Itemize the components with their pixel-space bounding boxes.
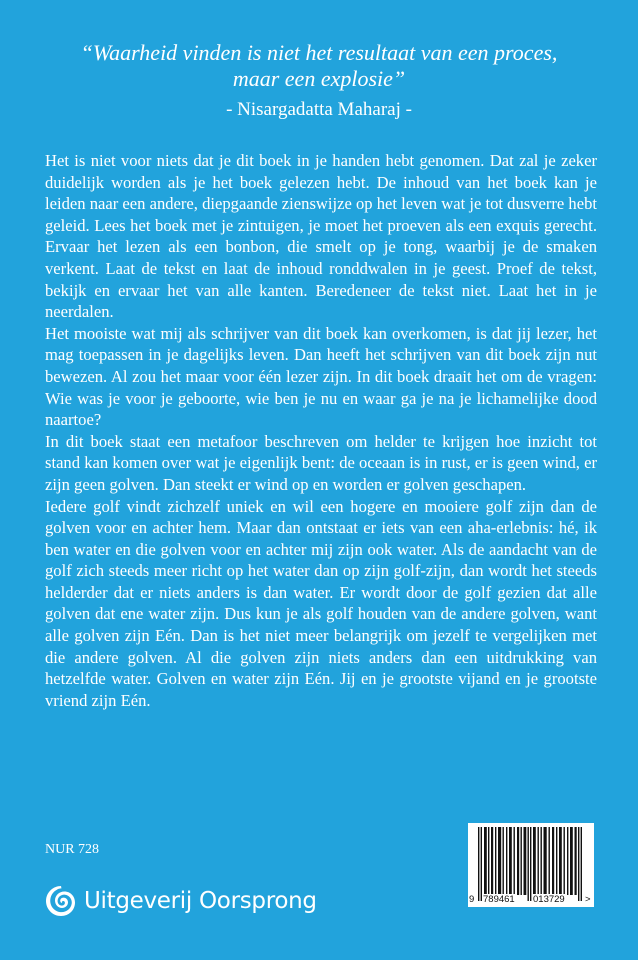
blurb-paragraph-2: Het mooiste wat mij als schrijver van dit boek kan overkomen, is dat jij lezer, het mag toepassen in je dagelijks leven. Dan heeft het schrijven van dit boek zijn nut bewezen. Al zou het maar voor één lezer zijn. In dit boek draait het om de vragen: Wie was je voor je geboorte, wie ben je nu en waar ga je na je lichamelijke dood naartoe? (45, 323, 597, 430)
nur-code: NUR 728 (45, 842, 100, 857)
isbn-quiet-zone-arrow: > (585, 894, 591, 905)
isbn-right-group: 013729 (533, 894, 565, 905)
quote-attribution: - Nisargadatta Maharaj - (226, 99, 412, 120)
quote-line-2: maar een explosie” (232, 66, 406, 91)
blurb-paragraph-1: Het is niet voor niets dat je dit boek in je handen hebt genomen. Dat zal je zeker duidelijk worden als je het boek gelezen hebt. De inhoud van het boek kan je leiden naar een andere, diepgaande zienswijze op het leven wat je tot dusverre hebt geleid. Lees het boek met je zintuigen, je moet het proeven als een exquis gerecht. Ervaar het lezen als een bonbon, die smelt op je tong, waarbij je de smaken verkent. Laat de tekst en laat de inhoud ronddwalen in je geest. Proef de tekst, bekijk en ervaar het van alle kanten. Beredeneer de tekst niet. Laat het in je neerdalen. (45, 151, 597, 322)
blurb-paragraph-4: Iedere golf vindt zichzelf uniek en wil een hogere en mooiere golf zijn dan de golven voor en achter hem. Maar dan ontstaat er iets van een aha-erlebnis: hé, ik ben water en die golven voor en achter mij zijn ook water. Als de aandacht van de golf zich steeds meer richt op het water dan op zijn golf-zijn, dan wordt het steeds helderder dat er niets anders is dan water. Er wordt door de golf gezien dat alle golven dat ene water zijn. Dus kun je als golf houden van de andere golven, want alle golven zijn Eén. Dan is het niet meer belangrijk om jezelf te vergelijken met die andere golven. Al die golven zijn niets anders dan een uitdrukking van hetzelfde water. Golven en water zijn Eén. Jij en je grootste vijand en je grootste vriend zijn Eén. (45, 496, 597, 710)
blurb-paragraph-3: In dit boek staat een metafoor beschreven om helder te krijgen hoe inzicht tot stand kan komen over wat je eigenlijk bent: de oceaan is in rust, er is geen wind, er zijn geen golven. Dan steekt er wind op en worden er golven geschapen. (45, 431, 597, 494)
isbn-left-group: 789461 (483, 894, 515, 905)
quote-line-1: “Waarheid vinden is niet het resultaat van een proces, (80, 40, 558, 65)
isbn-first-digit: 9 (469, 894, 475, 905)
isbn-barcode (468, 823, 594, 907)
isbn-digits (468, 894, 594, 906)
epigraph (0, 40, 638, 122)
blurb-text (45, 150, 597, 711)
spiral-wave-icon (44, 884, 78, 918)
publisher-name: Uitgeverij Oorsprong (84, 888, 317, 914)
publisher-logo-block (44, 884, 317, 918)
